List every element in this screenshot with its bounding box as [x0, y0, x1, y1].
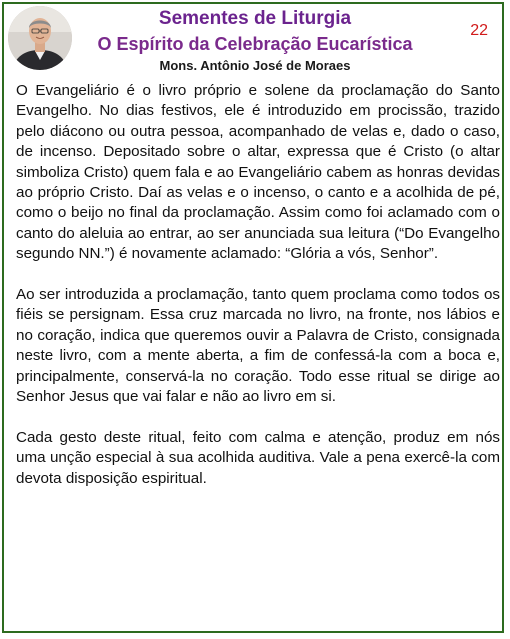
article-body	[16, 81, 500, 489]
author-name: Mons. Antônio José de Moraes	[159, 58, 351, 73]
page-title: Sementes de Liturgia	[158, 8, 352, 29]
paragraph-1: O Evangeliário é o livro próprio e solene da proclamação do Santo Evangelho. No dias festivos, ele é introduzido em procissão, trazido pelo diácono ou outra pessoa, acompanhado de velas e, dado o caso, de incenso. Depositado sobre o altar, expressa que é Cristo (o altar simboliza Cristo) quem fala e ao Evangeliário cabem as honras devidas ao próprio Cristo. Daí as velas e o incenso, o canto e a acolhida de pé, como o beijo no final da proclamação. Assim como foi aclamado com o canto do aleluia ao entrar, ao ser anunciada sua leitura (“Do Evangelho segundo NN.”) é novamente aclamado: “Glória a vós, Senhor”.	[16, 82, 500, 263]
paragraph-2: Ao ser introduzida a proclamação, tanto quem proclama como todos os fiéis se persignam. Essa cruz marcada no livro, na fronte, nos lábios e no coração, indica que queremos ouvir a Palavra de Cristo, consignada neste livro, com a mente aberta, a fim de confessá-la com a boca e, principalmente, conservá-la no coração. Todo esse ritual se dirige ao Senhor Jesus que vai falar e não ao livro em si.	[16, 286, 500, 406]
page-subtitle: O Espírito da Celebração Eucarística	[97, 34, 413, 54]
paragraph-3: Cada gesto deste ritual, feito com calma e atenção, produz em nós uma unção especial à sua acolhida auditiva. Vale a pena exercê-la com devota disposição espiritual.	[16, 428, 500, 487]
page-number: 22	[470, 22, 488, 39]
